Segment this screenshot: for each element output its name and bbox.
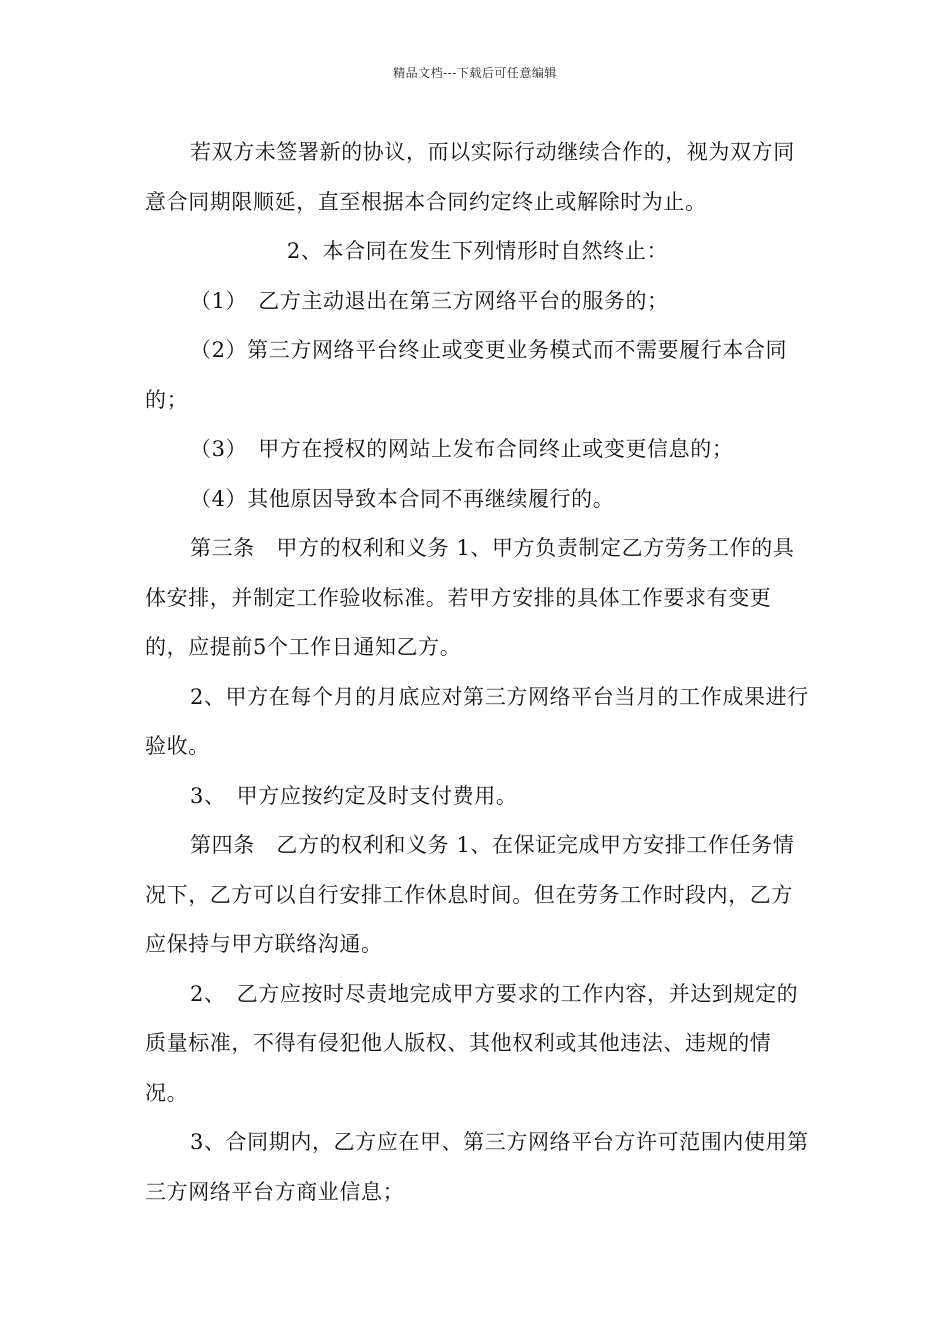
paragraph-article-4-item-2: 2、 乙方应按时尽责地完成甲方要求的工作内容，并达到规定的质量标准，不得有侵犯他人版权、其他权利或其他违法、违规的情况。 — [145, 981, 799, 1105]
page-header: 精品文档---下载后可任意编辑 — [393, 66, 557, 80]
paragraph-article-4: 第四条 乙方的权利和义务 1、在保证完成甲方安排工作任务情况下，乙方可以自行安排工作休息时间。但在劳务工作时段内，乙方应保持与甲方联络沟通。 — [145, 833, 795, 956]
paragraph-article-3: 第三条 甲方的权利和义务 1、甲方负责制定乙方劳务工作的具体安排，并制定工作验收标准。若甲方安排的具体工作要求有变更的，应提前5个工作日通知乙方。 — [145, 536, 795, 659]
paragraph-termination-item-3: （3） 甲方在授权的网站上发布合同终止或变更信息的； — [190, 437, 734, 461]
paragraph-article-4-item-3: 3、合同期内，乙方应在甲、第三方网络平台方许可范围内使用第三方网络平台方商业信息； — [145, 1130, 809, 1204]
paragraph-termination-item-2: （2）第三方网络平台终止或变更业务模式而不需要履行本合同的； — [145, 338, 788, 412]
paragraph-article-3-item-3: 3、 甲方应按约定及时支付费用。 — [190, 783, 518, 808]
paragraph-termination-heading: 2、本合同在发生下列情形时自然终止： — [286, 239, 669, 263]
paragraph-extension-clause: 若双方未签署新的协议，而以实际行动继续合作的，视为双方同意合同期限顺延，直至根据本合同约定终止或解除时为止。 — [145, 140, 795, 214]
paragraph-termination-item-1: （1） 乙方主动退出在第三方网络平台的服务的； — [190, 288, 669, 313]
document-body — [145, 128, 810, 1217]
paragraph-article-3-item-2: 2、甲方在每个月的月底应对第三方网络平台当月的工作成果进行验收。 — [145, 684, 809, 758]
paragraph-termination-item-4: （4）其他原因导致本合同不再继续履行的。 — [190, 486, 615, 511]
